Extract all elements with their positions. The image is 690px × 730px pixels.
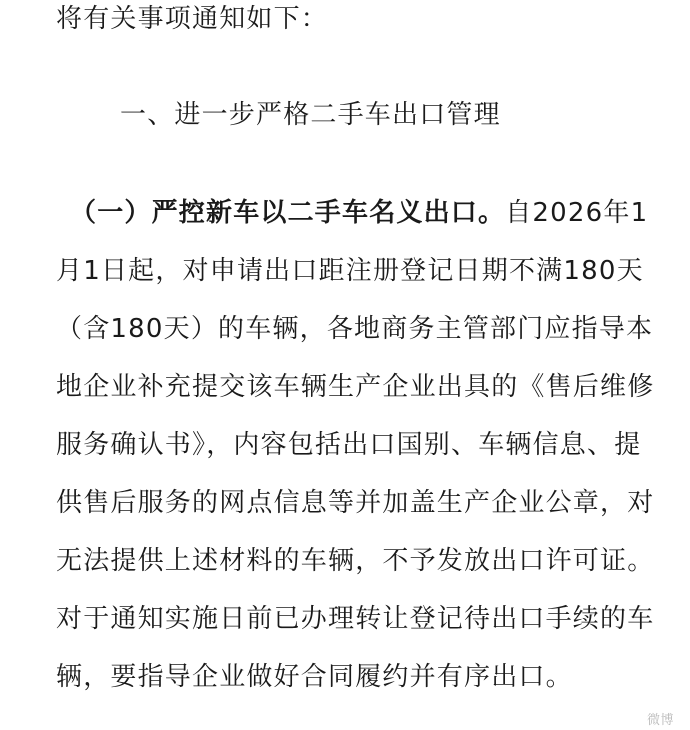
paragraph-line-9: 辆，要指导企业做好合同履约并有序出口。 — [56, 662, 573, 692]
section-heading: 一、进一步严格二手车出口管理 — [120, 100, 501, 130]
intro-text: 将有关事项通知如下： — [56, 4, 329, 34]
paragraph-line-3: （含180天）的车辆，各地商务主管部门应指导本 — [56, 314, 654, 344]
paragraph-line-1-text: 自2026年1 — [505, 198, 649, 228]
paragraph-lead-bold: （一）严控新车以二手车名义出口。 — [70, 198, 506, 228]
paragraph-line-8: 对于通知实施日前已办理转让登记待出口手续的车 — [56, 604, 655, 634]
watermark: 微博 — [646, 713, 674, 728]
paragraph-line-1 — [70, 196, 648, 230]
paragraph-line-5: 服务确认书》，内容包括出口国别、车辆信息、提 — [56, 430, 642, 460]
paragraph-line-2: 月1日起，对申请出口距注册登记日期不满180天 — [56, 256, 644, 286]
paragraph-line-7: 无法提供上述材料的车辆，不予发放出口许可证。 — [56, 546, 655, 576]
paragraph-line-6: 供售后服务的网点信息等并加盖生产企业公章，对 — [56, 488, 655, 518]
paragraph-line-4: 地企业补充提交该车辆生产企业出具的《售后维修 — [56, 372, 655, 402]
